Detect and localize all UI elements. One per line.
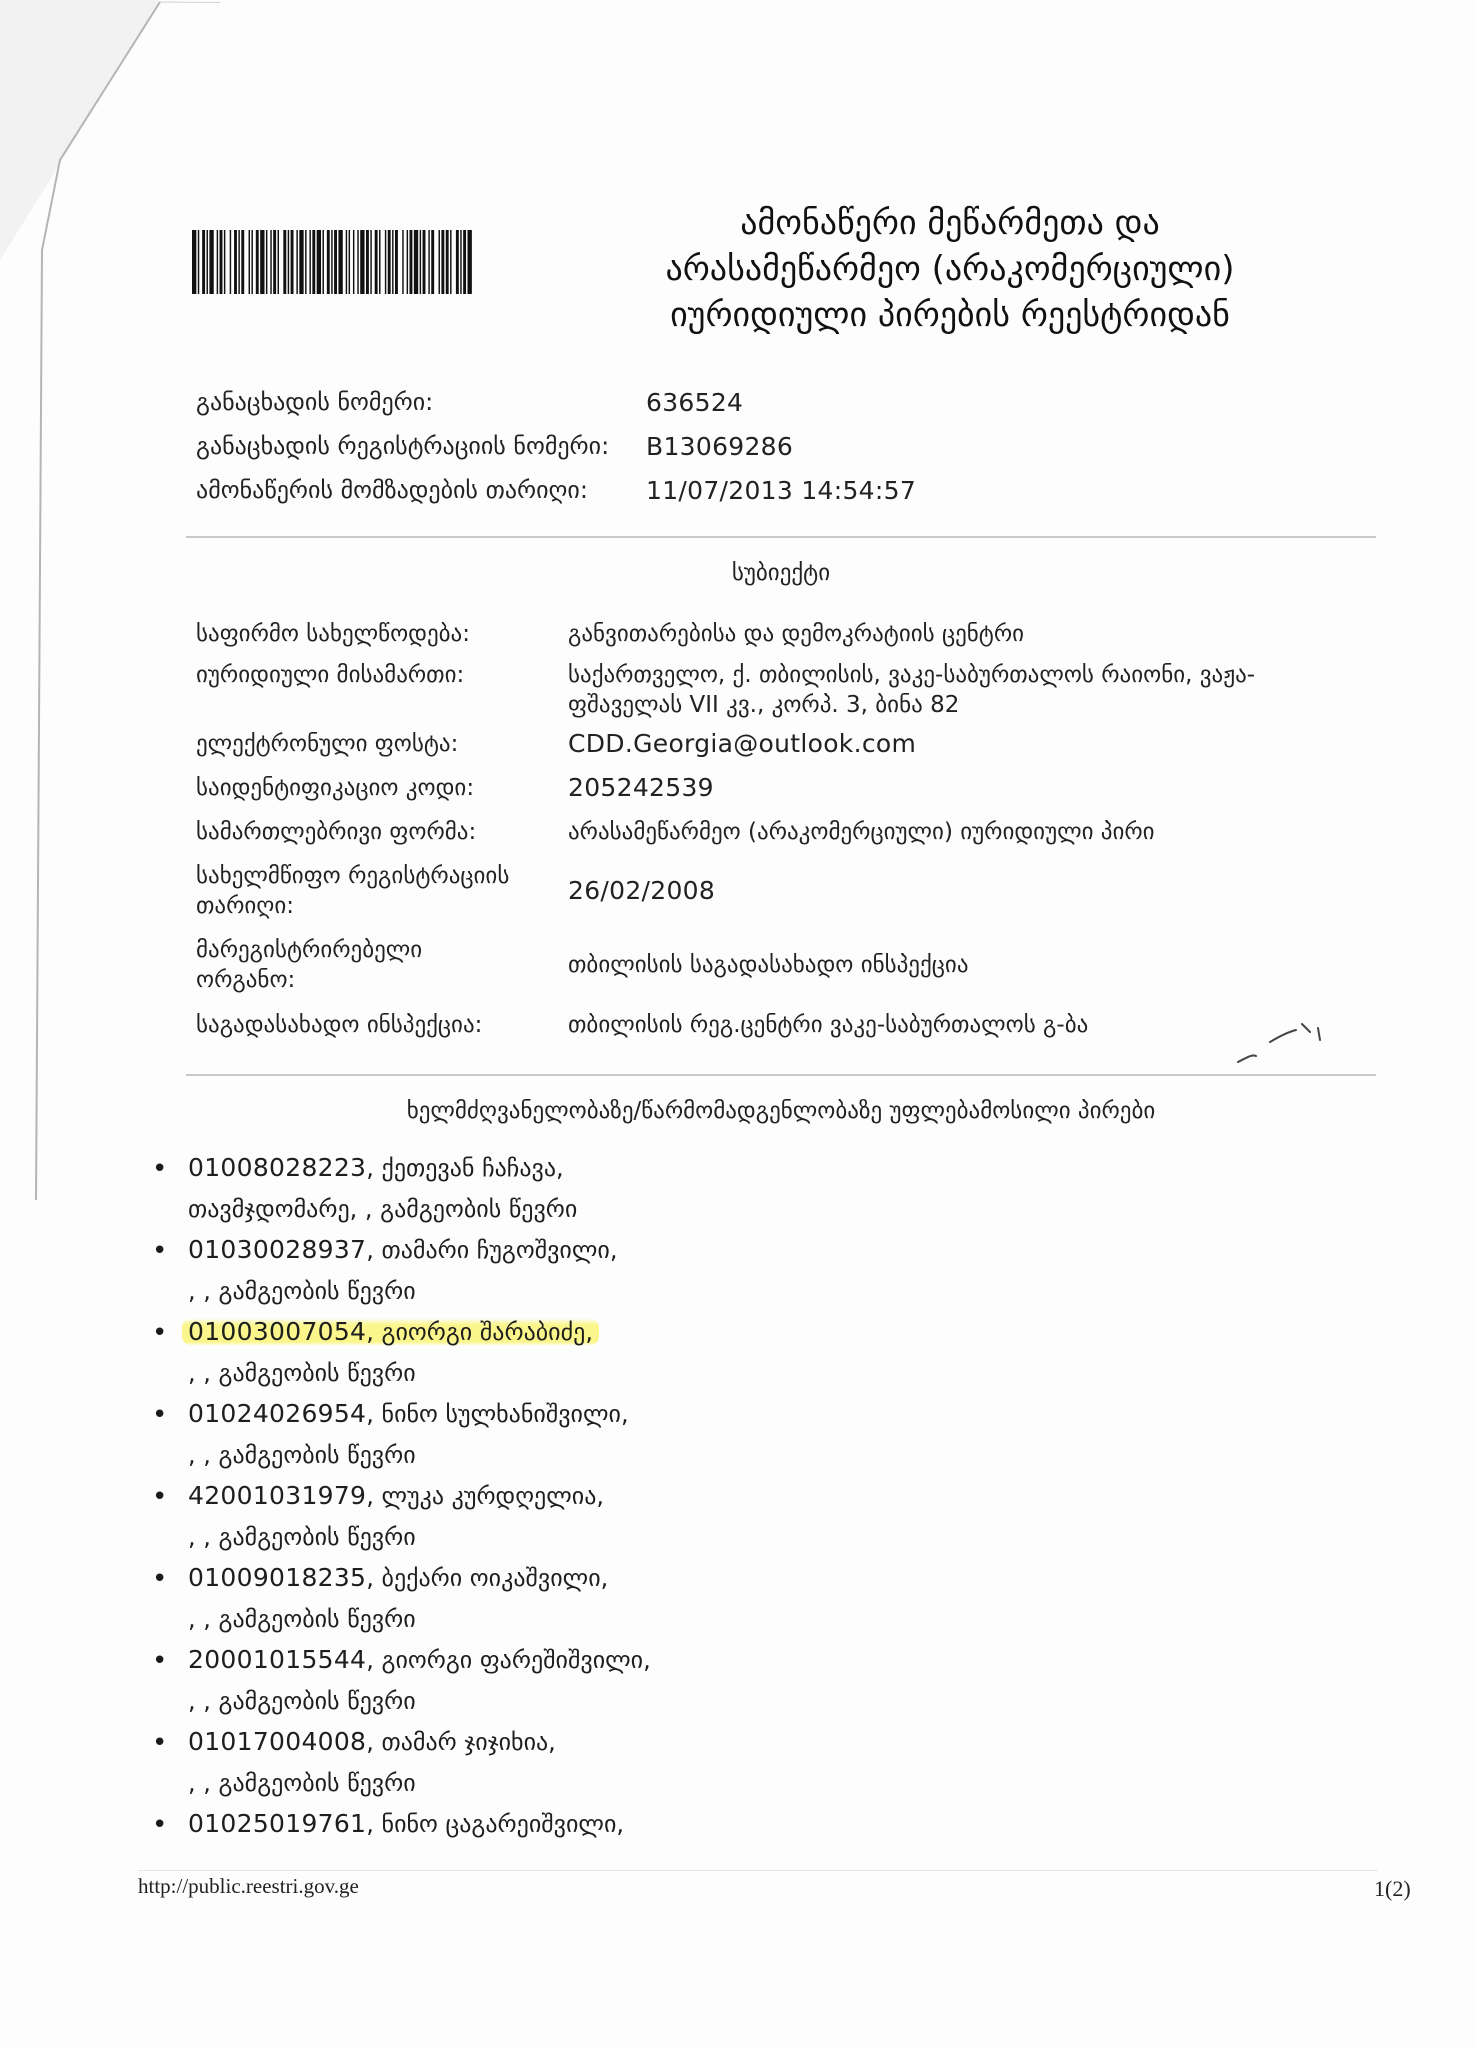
meta-label: განაცხადის ნომერი:	[196, 388, 434, 416]
person-name: , ნინო ცაგარეიშვილი,	[366, 1810, 625, 1838]
list-item	[150, 1558, 1050, 1640]
subject-label: სამართლებრივი ფორმა:	[196, 819, 477, 845]
meta-value: 636524	[646, 387, 744, 417]
section-title-representatives: ხელმძღვანელობაზე/წარმომადგენლობაზე უფლებამოსილი პირები	[406, 1098, 1156, 1124]
bullet-icon: •	[152, 1318, 168, 1348]
person-role: , , გამგეობის წევრი	[188, 1769, 416, 1797]
person-role: , , გამგეობის წევრი	[188, 1605, 416, 1633]
document-title	[640, 200, 1260, 338]
meta-row-application-number	[196, 380, 916, 424]
title-line-2: არასამეწარმეო (არაკომერციული)	[665, 249, 1235, 289]
subject-value: არასამეწარმეო (არაკომერციული) იურიდიული პირი	[568, 819, 1155, 845]
person-id-name-line	[188, 1148, 1050, 1189]
page-number: 1(2)	[1374, 1876, 1411, 1901]
representatives-list	[150, 1148, 1050, 1845]
person-id: 42001031979	[188, 1481, 367, 1510]
page-fold-shadow	[0, 0, 220, 1200]
subject-value: საქართველო, ქ. თბილისის, ვაკე-საბურთალოს რაიონი, ვაჟა-ფშაველას VII კვ., კორპ. 3, ბინა 82	[568, 662, 1256, 718]
person-id: 01008028223	[188, 1153, 367, 1182]
meta-value: 11/07/2013 14:54:57	[646, 475, 917, 505]
person-id-name-line	[188, 1558, 1050, 1599]
person-id-name-line	[188, 1394, 1050, 1435]
bullet-icon: •	[152, 1810, 168, 1840]
subject-label: საფირმო სახელწოდება:	[196, 621, 470, 647]
subject-value: 26/02/2008	[568, 876, 716, 905]
person-role: , , გამგეობის წევრი	[188, 1441, 416, 1469]
bullet-icon: •	[152, 1236, 168, 1266]
subject-row-tax-inspection	[196, 1002, 1376, 1048]
person-name: , გიორგი შარაბიძე,	[366, 1318, 593, 1346]
person-role: , , გამგეობის წევრი	[188, 1359, 416, 1387]
divider	[186, 1074, 1376, 1076]
person-id: 01017004008	[188, 1727, 367, 1756]
bullet-icon: •	[152, 1728, 168, 1758]
person-role: , , გამგეობის წევრი	[188, 1687, 416, 1715]
person-id-name-line	[188, 1230, 1050, 1271]
subject-row-registration-date	[196, 854, 1376, 928]
person-name: , ბექარი ოიკაშვილი,	[366, 1564, 609, 1592]
barcode-image	[192, 230, 582, 294]
subject-label: სახელმწიფო რეგისტრაციის თარიღი:	[196, 863, 510, 919]
subject-label: საგადასახადო ინსპექცია:	[196, 1012, 483, 1038]
subject-value: განვითარებისა და დემოკრატიის ცენტრი	[568, 621, 1025, 647]
meta-row-registration-number	[196, 424, 916, 468]
person-role: , , გამგეობის წევრი	[188, 1277, 416, 1305]
list-item	[150, 1640, 1050, 1722]
list-item	[150, 1148, 1050, 1230]
subject-row-registering-body	[196, 928, 1376, 1002]
pen-mark	[1236, 1018, 1326, 1068]
person-id: 20001015544	[188, 1645, 367, 1674]
list-item	[150, 1476, 1050, 1558]
list-item	[150, 1312, 1050, 1394]
footer-divider	[138, 1870, 1378, 1871]
section-title-subject: სუბიექტი	[731, 560, 831, 586]
subject-row-email	[196, 722, 1376, 766]
person-name: , ნინო სულხანიშვილი,	[366, 1400, 629, 1428]
subject-label: მარეგისტრირებელი ორგანო:	[196, 937, 423, 993]
person-id-name-line	[188, 1722, 1050, 1763]
subject-label: იურიდიული მისამართი:	[196, 662, 465, 688]
person-id-name-line	[188, 1476, 1050, 1517]
bullet-icon: •	[152, 1482, 168, 1512]
bullet-icon: •	[152, 1400, 168, 1430]
application-meta	[196, 380, 916, 512]
subject-value: თბილისის რეგ.ცენტრი ვაკე-საბურთალოს გ-ბა	[568, 1012, 1089, 1038]
meta-row-extract-date	[196, 468, 916, 512]
subject-value: თბილისის საგადასახადო ინსპექცია	[568, 952, 969, 978]
highlighter-mark	[182, 1318, 599, 1346]
list-item	[150, 1394, 1050, 1476]
person-name: , თამარი ჩუგოშვილი,	[366, 1236, 618, 1264]
bullet-icon: •	[152, 1646, 168, 1676]
person-id-name-line	[188, 1640, 1050, 1681]
person-id: 01009018235	[188, 1563, 367, 1592]
subject-row-id-code	[196, 766, 1376, 810]
person-name: , ლუკა კურდღელია,	[366, 1482, 605, 1510]
person-role: , , გამგეობის წევრი	[188, 1523, 416, 1551]
person-name: , ქეთევან ჩაჩავა,	[366, 1154, 564, 1182]
subject-details	[196, 612, 1376, 1048]
subject-value: 205242539	[568, 773, 714, 802]
subject-label: ელექტრონული ფოსტა:	[196, 731, 459, 757]
person-id-name-line	[188, 1804, 1050, 1845]
bullet-icon: •	[152, 1564, 168, 1594]
subject-row-legal-form	[196, 810, 1376, 854]
bullet-icon: •	[152, 1154, 168, 1184]
person-id: 01024026954	[188, 1399, 367, 1428]
person-id-name-line	[188, 1312, 1050, 1353]
person-id: 01030028937	[188, 1235, 367, 1264]
subject-row-name	[196, 612, 1376, 656]
person-name: , გიორგი ფარეშიშვილი,	[366, 1646, 651, 1674]
divider	[186, 536, 1376, 538]
person-id: 01025019761	[188, 1809, 367, 1838]
list-item	[150, 1722, 1050, 1804]
person-role: თავმჯდომარე, , გამგეობის წევრი	[188, 1195, 578, 1223]
meta-label: ამონაწერის მომზადების თარიღი:	[196, 476, 588, 504]
list-item	[150, 1804, 1050, 1845]
meta-value: B13069286	[646, 431, 794, 461]
meta-label: განაცხადის რეგისტრაციის ნომერი:	[196, 432, 610, 460]
subject-value: CDD.Georgia@outlook.com	[568, 729, 917, 758]
person-name: , თამარ ჯიჯიხია,	[366, 1728, 556, 1756]
title-line-1: ამონაწერი მეწარმეთა და	[740, 203, 1160, 243]
person-id: 01003007054	[188, 1317, 367, 1346]
footer-url: http://public.reestri.gov.ge	[138, 1874, 359, 1898]
subject-row-address	[196, 656, 1376, 722]
list-item	[150, 1230, 1050, 1312]
subject-label: საიდენტიფიკაციო კოდი:	[196, 775, 475, 801]
title-line-3: იურიდიული პირების რეესტრიდან	[670, 295, 1230, 335]
